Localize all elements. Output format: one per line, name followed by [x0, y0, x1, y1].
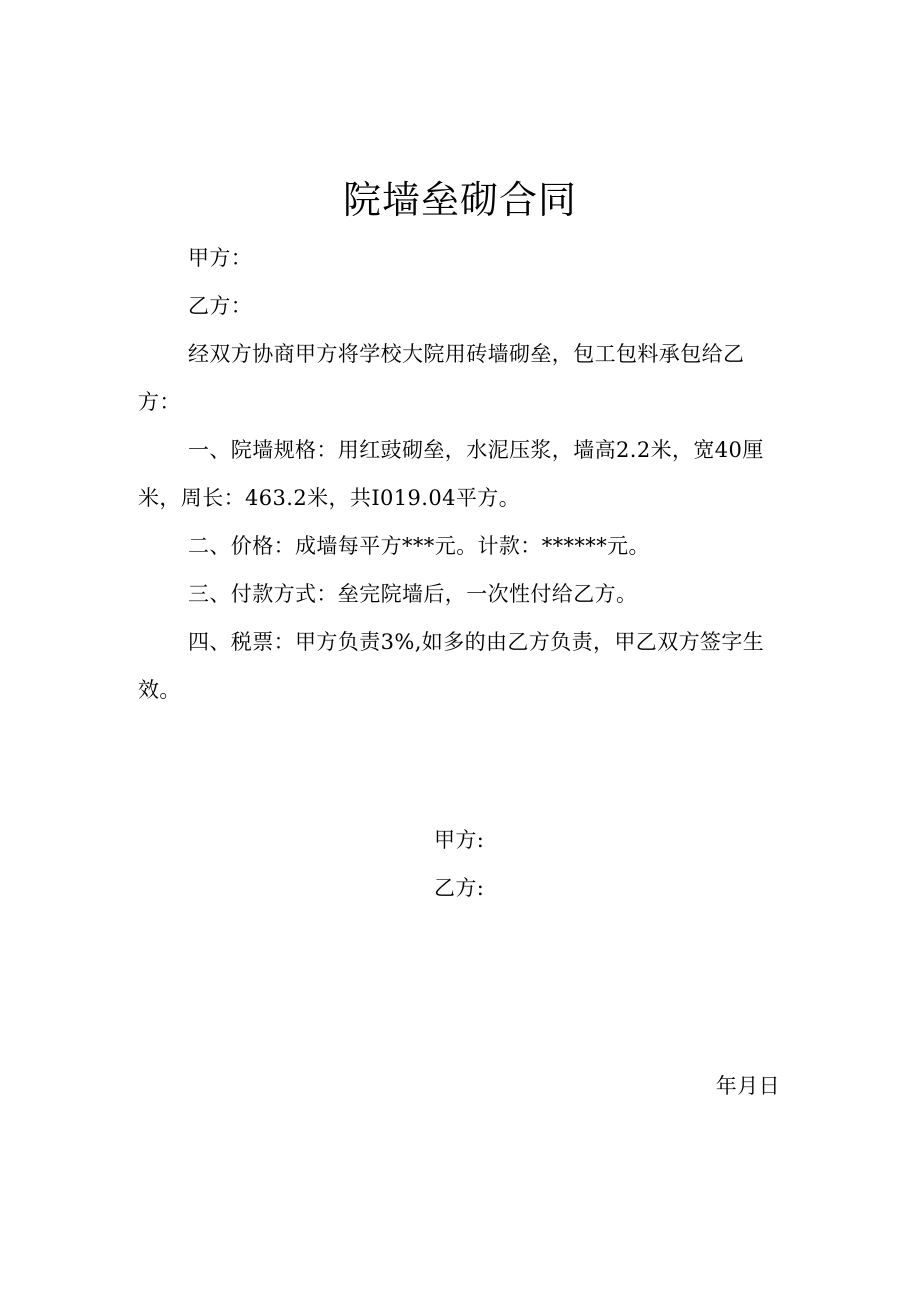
- clause-tax: 四、税票：甲方负责3%,如多的由乙方负责，甲乙双方签字生效。: [138, 630, 765, 702]
- document-title: 院墙垒砌合同: [342, 178, 577, 222]
- signature-block: [434, 816, 734, 912]
- party-b-line: 乙方：: [188, 294, 253, 318]
- contract-body: [138, 234, 774, 714]
- signature-party-a: 甲方:: [434, 828, 485, 852]
- signing-date: 年月日: [715, 1074, 780, 1098]
- party-a-line: 甲方：: [188, 246, 253, 270]
- clause-payment: 三、付款方式：垒完院墙后，一次性付给乙方。: [188, 582, 638, 606]
- contract-intro: 经双方协商甲方将学校大院用砖墙砌垒，包工包料承包给乙方：: [138, 342, 745, 414]
- signature-party-b: 乙方:: [434, 876, 485, 900]
- clause-price: 二、价格：成墙每平方***元。计款：******元。: [188, 534, 650, 558]
- clause-specifications: 一、院墙规格：用红豉砌垒，水泥压浆，墙高2.2米，宽40厘米，周长：463.2米，共I019.04平方。: [138, 438, 764, 510]
